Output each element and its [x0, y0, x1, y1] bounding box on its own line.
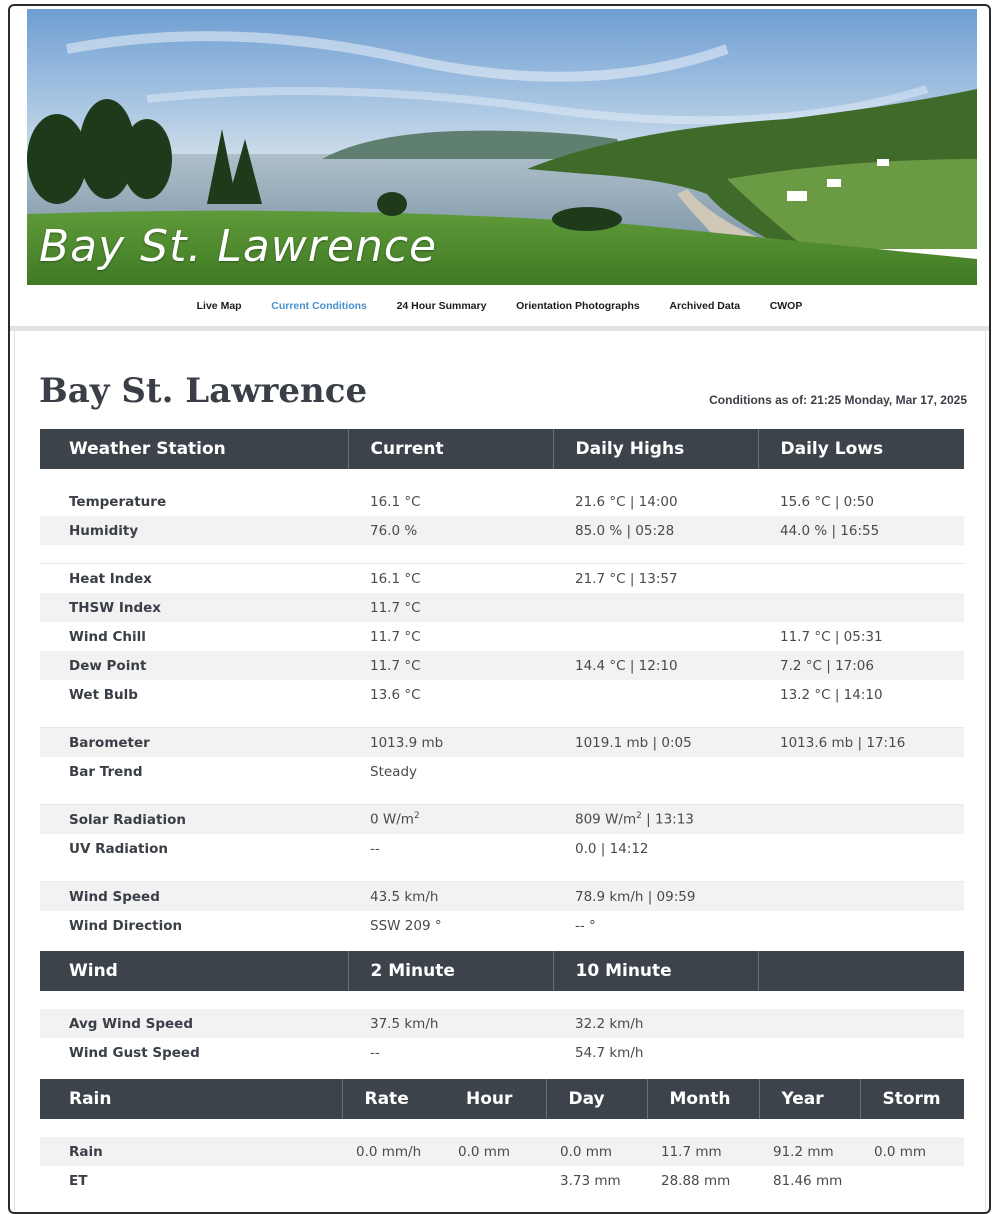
cell: 0.0 mm [860, 1137, 964, 1166]
cell: 81.46 mm [773, 1172, 843, 1189]
cell: 1019.1 mb | 0:05 [553, 728, 758, 758]
row-label: Wind Chill [69, 628, 146, 645]
table-row [40, 1038, 964, 1067]
cell: 1013.6 mb | 17:16 [758, 728, 964, 758]
row-label: ET [69, 1172, 88, 1189]
nav-24-hour-summary[interactable]: 24 Hour Summary [396, 300, 487, 312]
table-row [40, 728, 964, 758]
table-row [40, 593, 964, 622]
cell [860, 1166, 964, 1195]
table-row [40, 487, 964, 516]
banner-title: Bay St. Lawrence [39, 221, 438, 272]
cell: -- ° [575, 917, 596, 934]
col-header: Hour [444, 1079, 546, 1119]
cell: 13.6 °C [370, 686, 421, 703]
table-row [40, 1166, 964, 1195]
col-header: Daily Highs [553, 429, 758, 469]
nav-orientation-photographs[interactable]: Orientation Photographs [516, 300, 640, 312]
row-label: Wind Gust Speed [69, 1044, 200, 1061]
cell: 1013.9 mb [348, 728, 553, 758]
cell [444, 1166, 546, 1195]
content-panel [14, 331, 986, 1211]
wind-table [40, 951, 964, 1067]
cell: 76.0 % [348, 516, 553, 545]
cell: 44.0 % | 16:55 [758, 516, 964, 545]
table-header-row [40, 1079, 964, 1119]
weather-station-table [40, 429, 964, 940]
page-title: Bay St. Lawrence [39, 371, 368, 411]
cell [758, 593, 964, 622]
cell: 43.5 km/h [348, 882, 553, 912]
nav-cwop[interactable]: CWOP [769, 300, 803, 312]
col-header: Rate [342, 1079, 444, 1119]
table-row [40, 564, 964, 594]
cell: 3.73 mm [560, 1172, 621, 1189]
col-header [758, 951, 964, 991]
col-header: Month [647, 1079, 759, 1119]
cell: SSW 209 ° [370, 917, 442, 934]
cell: 21.7 °C | 13:57 [575, 570, 678, 587]
col-header: Daily Lows [758, 429, 964, 469]
table-header-row [40, 951, 964, 991]
cell [758, 805, 964, 835]
cell: 16.1 °C [370, 570, 421, 587]
row-label: Dew Point [40, 651, 348, 680]
cell [553, 757, 758, 786]
col-header: Storm [860, 1079, 964, 1119]
header-banner [27, 9, 977, 285]
cell: 78.9 km/h | 09:59 [553, 882, 758, 912]
nav-current-conditions[interactable]: Current Conditions [271, 300, 367, 312]
table-row [40, 882, 964, 912]
row-label: Heat Index [69, 570, 152, 587]
cell [758, 834, 964, 863]
conditions-timestamp: Conditions as of: 21:25 Monday, Mar 17, 2025 [709, 393, 967, 407]
cell: 11.7 °C [370, 628, 421, 645]
cell [553, 593, 758, 622]
table-row [40, 834, 964, 863]
cell: 7.2 °C | 17:06 [758, 651, 964, 680]
rain-table [40, 1079, 964, 1195]
nav-archived-data[interactable]: Archived Data [669, 300, 741, 312]
nav-live-map[interactable]: Live Map [196, 300, 242, 312]
cell: 0.0 mm/h [342, 1137, 444, 1166]
cell: 14.4 °C | 12:10 [553, 651, 758, 680]
cell: 32.2 km/h [553, 1009, 758, 1038]
cell [342, 1166, 444, 1195]
cell: 15.6 °C | 0:50 [780, 493, 874, 510]
col-header: Year [759, 1079, 860, 1119]
row-label: Solar Radiation [40, 805, 348, 835]
table-row [40, 622, 964, 651]
cell [758, 1009, 964, 1038]
cell: 16.1 °C [370, 493, 421, 510]
main-nav [10, 288, 989, 328]
col-header: 10 Minute [553, 951, 758, 991]
cell: 11.7 °C [348, 593, 553, 622]
cell: 13.2 °C | 14:10 [780, 686, 883, 703]
row-label: Avg Wind Speed [40, 1009, 348, 1038]
row-label: UV Radiation [69, 840, 168, 857]
cell: 21.6 °C | 14:00 [575, 493, 678, 510]
cell [553, 622, 758, 651]
table-row [40, 911, 964, 940]
table-row [40, 516, 964, 545]
cell: 809 $W/m^2$ | 13:13 [553, 805, 758, 835]
table-row [40, 1137, 964, 1166]
row-label: THSW Index [40, 593, 348, 622]
col-header: Rain [40, 1079, 342, 1119]
row-label: Barometer [40, 728, 348, 758]
cell: 0.0 mm [546, 1137, 647, 1166]
col-header: Wind [40, 951, 348, 991]
row-label: Temperature [69, 493, 167, 510]
table-row [40, 1009, 964, 1038]
cell: 0 $W/m^2$ [348, 805, 553, 835]
table-row [40, 680, 964, 709]
cell: 0.0 mm [444, 1137, 546, 1166]
row-label: Wind Direction [69, 917, 183, 934]
cell [758, 564, 964, 594]
row-label: Wet Bulb [69, 686, 138, 703]
cell: Steady [370, 763, 417, 780]
cell: -- [370, 1044, 380, 1061]
cell: -- [370, 840, 380, 857]
cell: 54.7 km/h [575, 1044, 644, 1061]
page-frame [8, 4, 991, 1214]
col-header: Weather Station [40, 429, 348, 469]
cell: 11.7 °C [348, 651, 553, 680]
cell: 11.7 mm [647, 1137, 759, 1166]
row-label: Bar Trend [69, 763, 143, 780]
cell [553, 680, 758, 709]
cell: 11.7 °C | 05:31 [780, 628, 883, 645]
cell [758, 911, 964, 940]
table-row [40, 805, 964, 835]
cell: 0.0 | 14:12 [575, 840, 649, 857]
cell [758, 757, 964, 786]
row-label: Humidity [40, 516, 348, 545]
col-header: Current [348, 429, 553, 469]
cell [758, 1038, 964, 1067]
col-header: Day [546, 1079, 647, 1119]
cell: 37.5 km/h [348, 1009, 553, 1038]
cell: 85.0 % | 05:28 [553, 516, 758, 545]
table-row [40, 757, 964, 786]
col-header: 2 Minute [348, 951, 553, 991]
row-label: Rain [40, 1137, 342, 1166]
cell [758, 882, 964, 912]
cell: 28.88 mm [661, 1172, 731, 1189]
table-row [40, 651, 964, 680]
cell: 91.2 mm [759, 1137, 860, 1166]
row-label: Wind Speed [40, 882, 348, 912]
table-header-row [40, 429, 964, 469]
